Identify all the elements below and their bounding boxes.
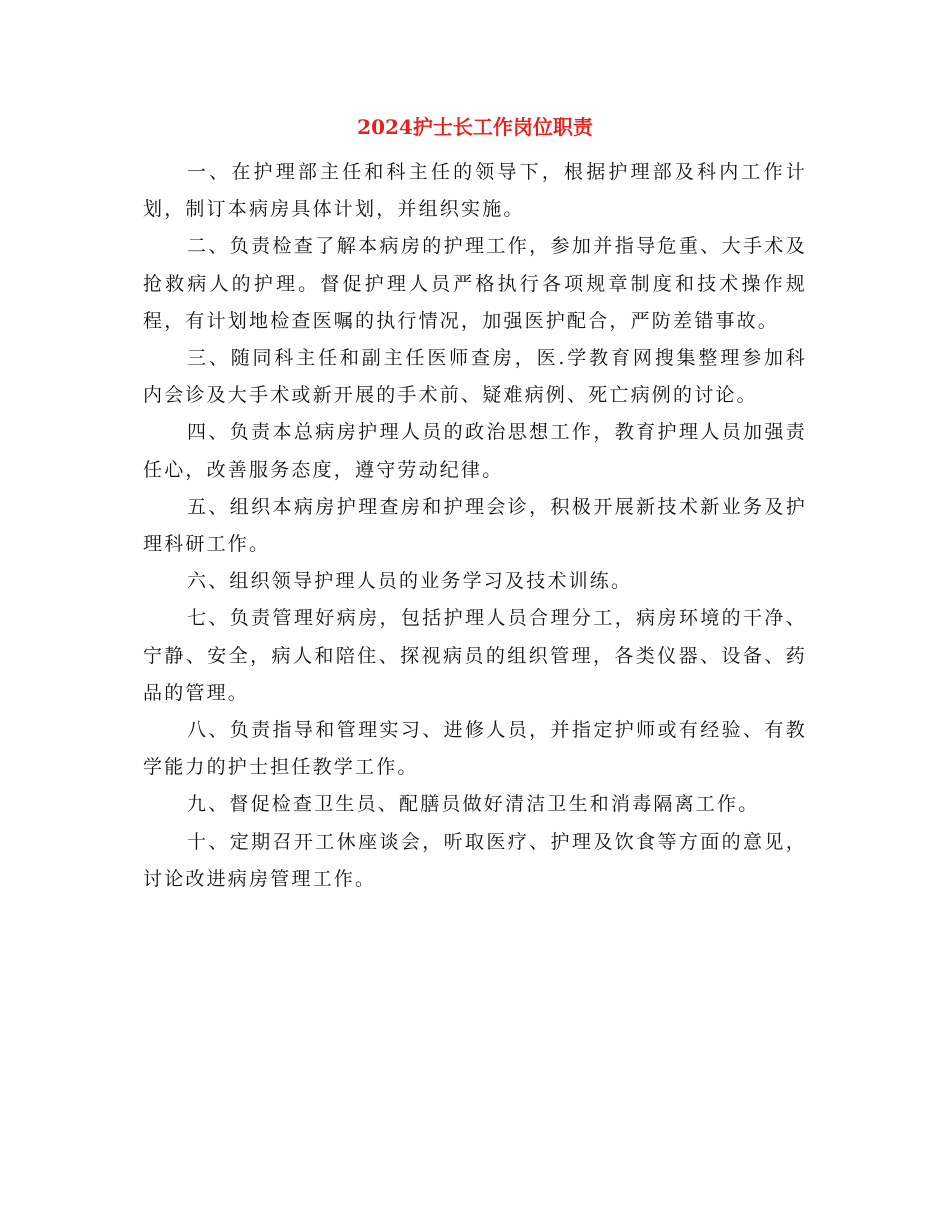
duty-paragraph-9: 九、督促检查卫生员、配膳员做好清洁卫生和消毒隔离工作。 xyxy=(187,793,760,816)
duty-paragraph-6: 六、组织领导护理人员的业务学习及技术训练。 xyxy=(187,570,633,593)
duty-paragraph-7: 七、负责管理好病房，包括护理人员合理分工，病房环境的干净、宁静、安全，病人和陪住、探视病员的组织管理，各类仪器、设备、药品的管理。 xyxy=(143,607,807,704)
duty-paragraph-8: 八、负责指导和管理实习、进修人员，并指定护师或有经验、有教学能力的护士担任教学工作。 xyxy=(143,719,807,779)
duty-paragraph-1: 一、在护理部主任和科主任的领导下，根据护理部及科内工作计划，制订本病房具体计划，并组织实施。 xyxy=(143,161,807,221)
duty-paragraph-2: 二、负责检查了解本病房的护理工作，参加并指导危重、大手术及抢救病人的护理。督促护理人员严格执行各项规章制度和技术操作规程，有计划地检查医嘱的执行情况，加强医护配合，严防差错事故。 xyxy=(143,235,807,332)
duty-paragraph-5: 五、组织本病房护理查房和护理会诊，积极开展新技术新业务及护理科研工作。 xyxy=(143,495,807,556)
document-title: 2024护士长工作岗位职责 xyxy=(357,115,593,139)
duty-paragraph-3: 三、随同科主任和副主任医师查房，医.学教育网搜集整理参加科内会诊及大手术或新开展的手术前、疑难病例、死亡病例的讨论。 xyxy=(143,347,807,407)
duty-paragraph-4: 四、负责本总病房护理人员的政治思想工作，教育护理人员加强责任心，改善服务态度，遵守劳动纪律。 xyxy=(143,421,807,481)
document-body xyxy=(143,154,807,898)
duty-paragraph-10: 十、定期召开工休座谈会，听取医疗、护理及饮食等方面的意见，讨论改进病房管理工作。 xyxy=(143,830,807,890)
